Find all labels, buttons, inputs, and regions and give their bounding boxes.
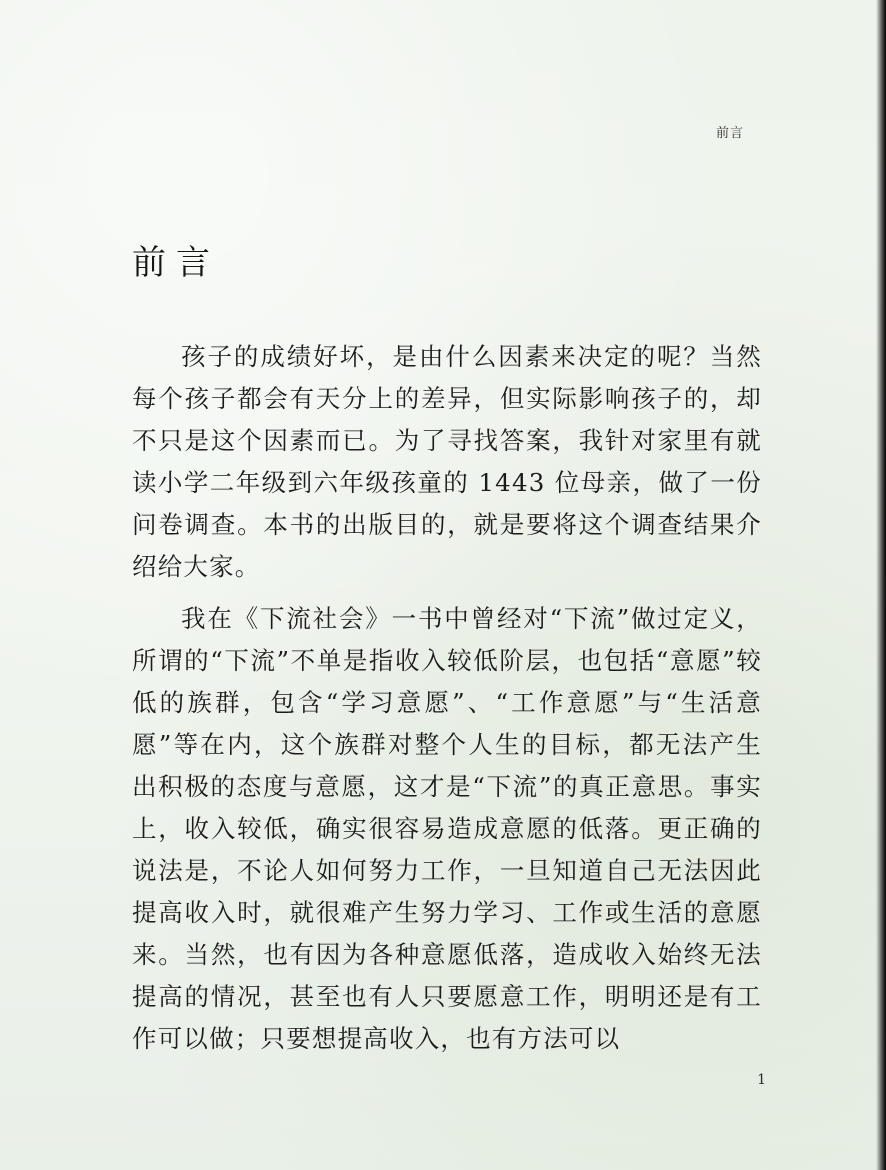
- running-header: 前言: [715, 126, 744, 141]
- paragraph: 我在《下流社会》一书中曾经对“下流”做过定义，所谓的“下流”不单是指收入较低阶层，也包括“意愿”较低的族群，包含“学习意愿”、“工作意愿”与“生活意愿”等在内，这个族群对整个人生的目标，都无法产生出积极的态度与意愿，这才是“下流”的真正意思。事实上，收入较低，确实很容易造成意愿的低落。更正确的说法是，不论人如何努力工作，一旦知道自己无法因此提高收入时，就很难产生努力学习、工作或生活的意愿来。当然，也有因为各种意愿低落，造成收入始终无法提高的情况，甚至也有人只要愿意工作，明明还是有工作可以做；只要想提高收入，也有方法可以: [132, 604, 762, 1053]
- page-edge-shadow: [876, 0, 886, 1170]
- body-text: [132, 336, 762, 1060]
- page-number: 1: [757, 1072, 766, 1088]
- chapter-title: 前言: [132, 242, 220, 283]
- paragraph: 孩子的成绩好坏，是由什么因素来决定的呢？当然每个孩子都会有天分上的差异，但实际影响孩子的，却不只是这个因素而已。为了寻找答案，我针对家里有就读小学二年级到六年级孩童的 1443 位母亲，做了一份问卷调查。本书的出版目的，就是要将这个调查结果介绍给大家。: [132, 342, 762, 581]
